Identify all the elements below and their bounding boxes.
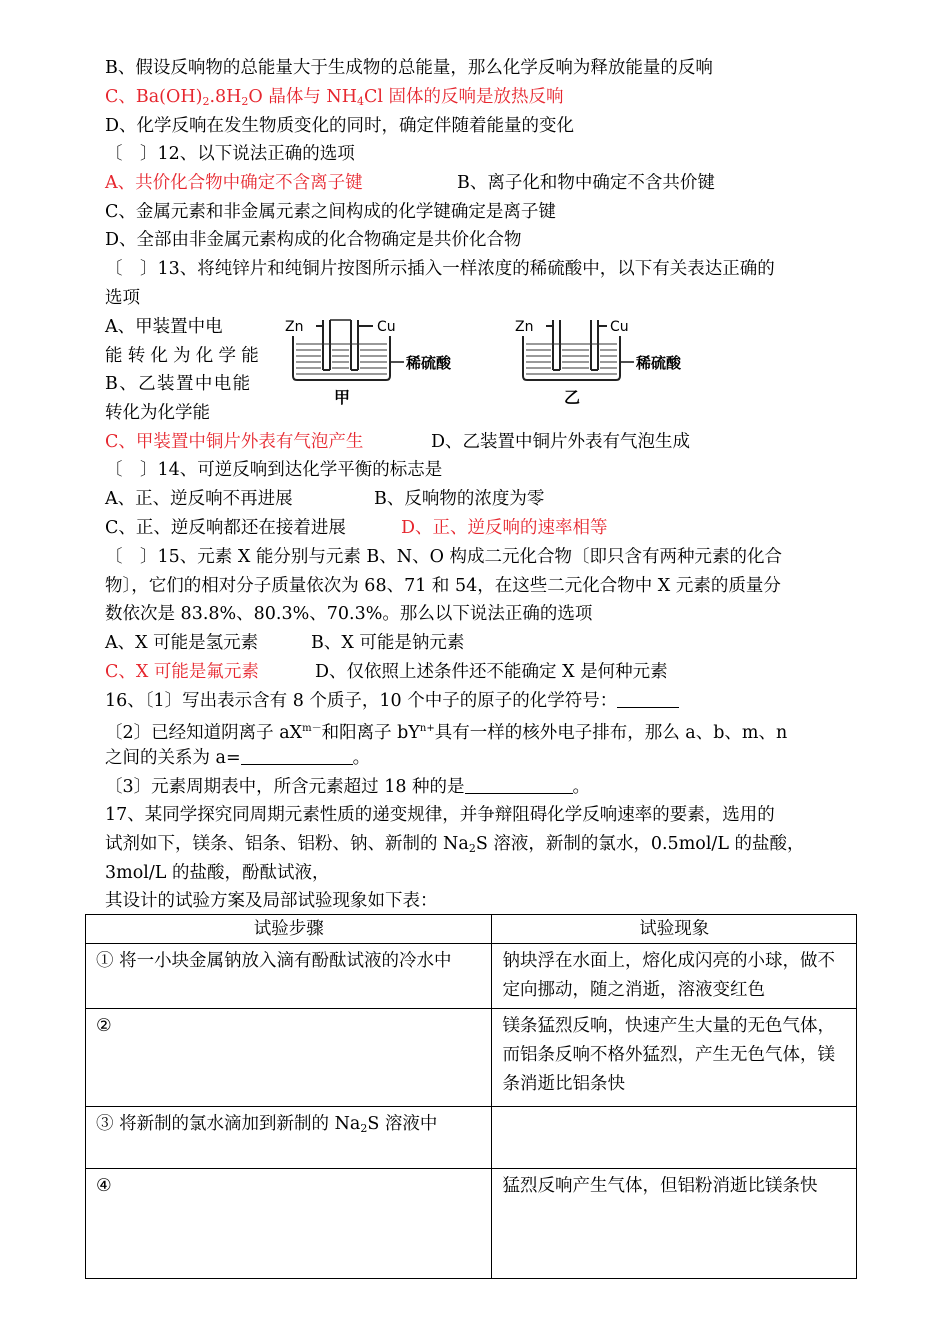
answer-blank[interactable] bbox=[617, 689, 679, 708]
column-header-steps: 试验步骤 bbox=[86, 915, 492, 944]
q15-option-c: C、X 可能是氟元素 bbox=[105, 662, 259, 682]
answer-blank[interactable] bbox=[241, 746, 353, 765]
q15-stem-line1: 〔 〕15、元素 X 能分别与元素 B、N、O 构成二元化合物〔即只含有两种元素的化合 bbox=[105, 547, 782, 567]
galvanic-cell-yi-illustration bbox=[513, 312, 713, 407]
step-cell[interactable]: ④ bbox=[86, 1169, 492, 1279]
phenomenon-cell: 钠块浮在水面上，熔化成闪亮的小球，做不定向挪动，随之消逝，溶液变红色 bbox=[492, 944, 857, 1009]
experiment-table bbox=[85, 914, 857, 1279]
q15-stem-line2: 物〕，它们的相对分子质量依次为 68、71 和 54，在这些二元化合物中 X 元素的质量分 bbox=[105, 576, 781, 596]
cell-diagram-jia bbox=[283, 312, 483, 407]
q15-option-a: A、X 可能是氢元素 bbox=[105, 633, 259, 653]
q14-stem: 〔 〕14、可逆反响到达化学平衡的标志是 bbox=[105, 460, 443, 480]
step-cell: ③ 将新制的氯水滴加到新制的 $Na_2S$ 溶液中 bbox=[86, 1107, 492, 1169]
q14-option-c: C、正、逆反响都还在接着进展 bbox=[105, 518, 346, 538]
q14-option-a: A、正、逆反响不再进展 bbox=[105, 489, 293, 509]
q13-option-c: C、甲装置中铜片外表有气泡产生 bbox=[105, 432, 364, 452]
phenomenon-cell: 猛烈反响产生气体，但铝粉消逝比镁条快 bbox=[492, 1169, 857, 1279]
q12-stem: 〔 〕12、以下说法正确的选项 bbox=[105, 144, 355, 164]
q17-line1: 17、某同学探究同周期元素性质的递变规律，并争辩阻碍化学反响速率的要素，选用的 bbox=[105, 805, 775, 825]
table-row bbox=[86, 1169, 857, 1279]
q15-option-b: B、X 可能是钠元素 bbox=[311, 633, 465, 653]
q17-line4: 其设计的试验方案及局部试验现象如下表： bbox=[105, 891, 438, 911]
q15-stem-line3: 数依次是 83.8%、80.3%、70.3%。那么以下说法正确的选项 bbox=[105, 604, 593, 624]
table-row bbox=[86, 1107, 857, 1169]
q14-option-d: D、正、逆反响的速率相等 bbox=[401, 518, 608, 538]
q17-line2: 试剂如下，镁条、铝条、铝粉、钠、新制的 $Na_2S$ 溶液，新制的氯水，0.5mol/L 的盐酸， bbox=[105, 834, 805, 855]
q13-option-a-line1: A、甲装置中电 bbox=[105, 317, 223, 337]
step-cell[interactable]: ② bbox=[86, 1009, 492, 1107]
q16-part1: 16、〔1〕写出表示含有 8 个质子，10 个中子的原子的化学符号： bbox=[105, 689, 679, 713]
acid-label-yi: 稀硫酸 bbox=[636, 354, 682, 372]
caption-yi: 乙 bbox=[564, 388, 581, 407]
q16-part2-line2: 之间的关系为 a= 。 bbox=[105, 748, 371, 768]
q16-part3: 〔3〕元素周期表中，所含元素超过 18 种的是 。 bbox=[105, 777, 591, 797]
q13-stem-line1: 〔 〕13、将纯锌片和纯铜片按图所示插入一样浓度的稀硫酸中，以下有关表达正确的 bbox=[105, 259, 775, 279]
zinc-label-yi: Zn bbox=[515, 319, 534, 335]
phenomenon-cell[interactable] bbox=[492, 1107, 857, 1169]
q14-option-b: B、反响物的浓度为零 bbox=[374, 489, 545, 509]
acid-label-jia: 稀硫酸 bbox=[406, 354, 452, 372]
caption-jia: 甲 bbox=[334, 388, 351, 407]
answer-blank[interactable] bbox=[465, 775, 573, 794]
q11-option-d: D、化学反响在发生物质变化的同时，确定伴随着能量的变化 bbox=[105, 116, 575, 136]
q13-option-a-line2: 能转化为化学能 bbox=[105, 346, 264, 366]
step-cell: ① 将一小块金属钠放入滴有酚酞试液的冷水中 bbox=[86, 944, 492, 1009]
phenomenon-cell: 镁条猛烈反响，快速产生大量的无色气体，而铝条反响不格外猛烈，产生无色气体，镁条消逝比铝条快 bbox=[492, 1009, 857, 1107]
q12-option-d: D、全部由非金属元素构成的化合物确定是共价化合物 bbox=[105, 230, 522, 250]
q15-option-d: D、仅依照上述条件还不能确定 X 是何种元素 bbox=[315, 662, 668, 682]
table-header-row bbox=[86, 915, 857, 944]
q13-stem-line2: 选项 bbox=[105, 288, 140, 308]
q13-option-b-line1: B、乙装置中电能 bbox=[105, 374, 252, 394]
table-row bbox=[86, 944, 857, 1009]
q13-option-d: D、乙装置中铜片外表有气泡生成 bbox=[431, 432, 691, 452]
cell-diagram-yi bbox=[513, 312, 713, 407]
q12-option-c: C、金属元素和非金属元素之间构成的化学键确定是离子键 bbox=[105, 202, 556, 222]
q12-option-b: B、离子化和物中确定不含共价键 bbox=[457, 173, 715, 193]
q11-option-b: B、假设反响物的总能量大于生成物的总能量，那么化学反响为释放能量的反响 bbox=[105, 58, 713, 78]
q13-option-b-line2: 转化为化学能 bbox=[105, 403, 210, 423]
column-header-phenomena: 试验现象 bbox=[492, 915, 857, 944]
copper-label-jia: Cu bbox=[377, 319, 396, 335]
zinc-label-jia: Zn bbox=[285, 319, 304, 335]
table-row bbox=[86, 1009, 857, 1107]
q12-option-a: A、共价化合物中确定不含离子键 bbox=[105, 173, 363, 193]
q17-line3: 3mol/L 的盐酸，酚酞试液， bbox=[105, 863, 330, 883]
copper-label-yi: Cu bbox=[610, 319, 629, 335]
q16-part2-line1: 〔2〕已经知道阴离子 $aX^{m-}$和阳离子 $bY^{n+}$具有一样的核外电子排布，那么 a、b、m、n bbox=[105, 723, 788, 743]
q11-option-c: C、$Ba(OH)_2.8H_2O$ 晶体与 $NH_4Cl$ 固体的反响是放热反响 bbox=[105, 87, 564, 108]
galvanic-cell-jia-illustration bbox=[283, 312, 483, 407]
